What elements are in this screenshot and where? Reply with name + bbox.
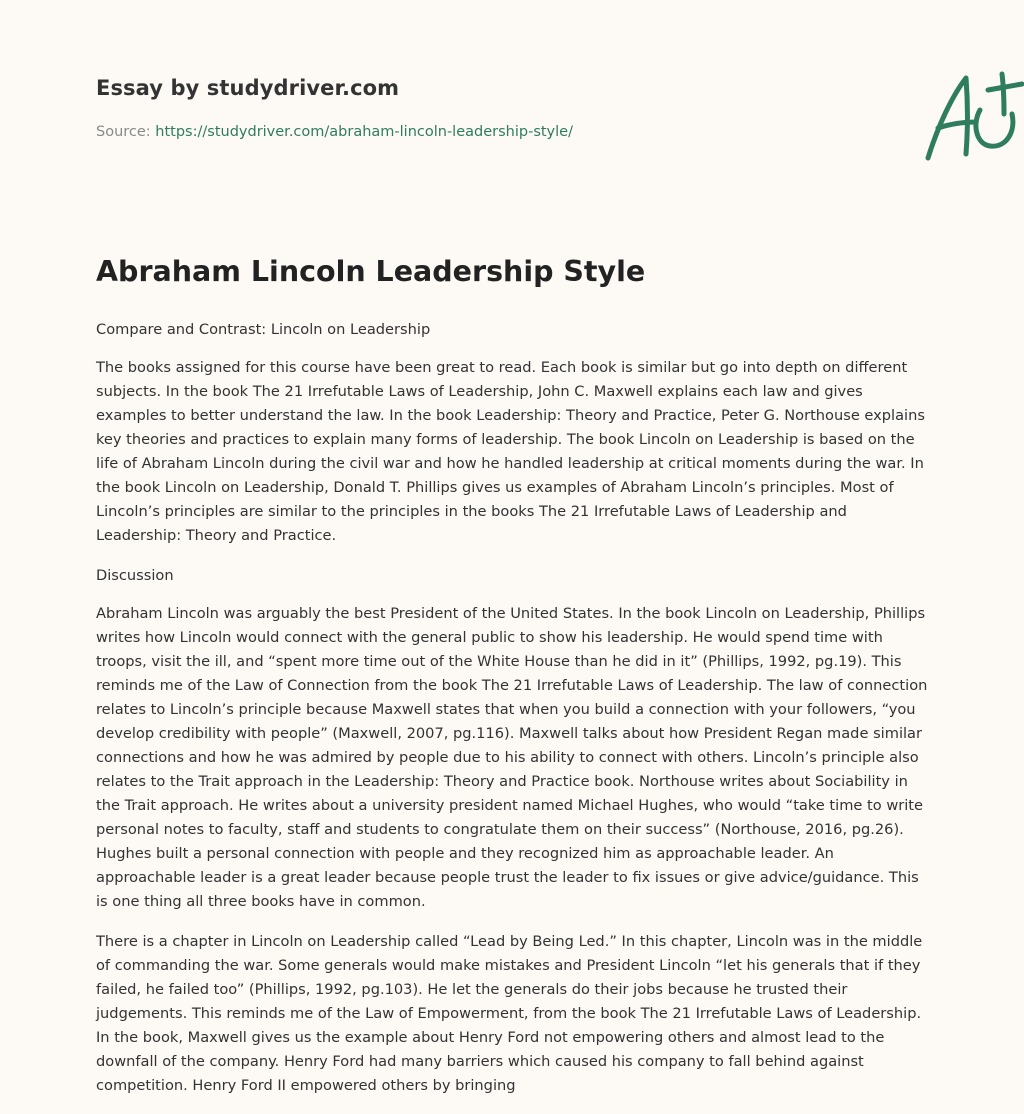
- essay-body: [96, 318, 932, 1114]
- page-title: Abraham Lincoln Leadership Style: [96, 255, 646, 288]
- source-label: Source:: [96, 124, 156, 140]
- paragraph: There is a chapter in Lincoln on Leadership called “Lead by Being Led.” In this chapter, Lincoln was in the middle of commanding the war. Some generals would make mistakes and President Lincoln “let his generals that if they failed, he failed too” (Phillips, 1992, pg.103). He let the generals do their jobs because he trusted their judgements. This reminds me of the Law of Empowerment, from the book The 21 Irrefutable Laws of Leadership. In the book, Maxwell gives us the example about Henry Ford not empowering others and almost lead to the downfall of the company. Henry Ford had many barriers which caused his company to fall behind against competition. Henry Ford II empowered others by bringing: [96, 933, 923, 1094]
- section-subtitle: Compare and Contrast: Lincoln on Leadership: [96, 321, 431, 338]
- source-line: [96, 124, 573, 140]
- paragraph: Abraham Lincoln was arguably the best President of the United States. In the book Lincoln on Leadership, Phillips writes how Lincoln would connect with the general public to show his leadership. He would spend time with troops, visit the ill, and “spent more time out of the White House than he did in it” (Phillips, 1992, pg.19). This reminds me of the Law of Connection from the book The 21 Irrefutable Laws of Leadership. The law of connection relates to Lincoln’s principle because Maxwell states that when you build a connection with your followers, “you develop credibility with people” (Maxwell, 2007, pg.116). Maxwell talks about how President Regan made similar connections and how he was admired by people due to his ability to connect with others. Lincoln’s principle also relates to the Trait approach in the Leadership: Theory and Practice book. Northouse writes about Sociability in the Trait approach. He writes about a university president named Michael Hughes, who would “take time to write personal notes to faculty, staff and students to congratulate them on their success” (Northouse, 2016, pg.26). Hughes built a personal connection with people and they recognized him as approachable leader. An approachable leader is a great leader because people trust the leader to fix issues or give advice/guidance. This is one thing all three books have in common.: [96, 605, 928, 910]
- source-link[interactable]: https://studydriver.com/abraham-lincoln-leadership-style/: [155, 124, 573, 140]
- a-plus-logo-icon: [918, 66, 1024, 166]
- section-heading-discussion: Discussion: [96, 567, 174, 584]
- essay-by-heading: Essay by studydriver.com: [96, 76, 400, 100]
- paragraph: The books assigned for this course have been great to read. Each book is similar but go into depth on different subjects. In the book The 21 Irrefutable Laws of Leadership, John C. Maxwell explains each law and gives examples to better understand the law. In the book Leadership: Theory and Practice, Peter G. Northouse explains key theories and practices to explain many forms of leadership. The book Lincoln on Leadership is based on the life of Abraham Lincoln during the civil war and how he handled leadership at critical moments during the war. In the book Lincoln on Leadership, Donald T. Phillips gives us examples of Abraham Lincoln’s principles. Most of Lincoln’s principles are similar to the principles in the books The 21 Irrefutable Laws of Leadership and Leadership: Theory and Practice.: [96, 359, 925, 544]
